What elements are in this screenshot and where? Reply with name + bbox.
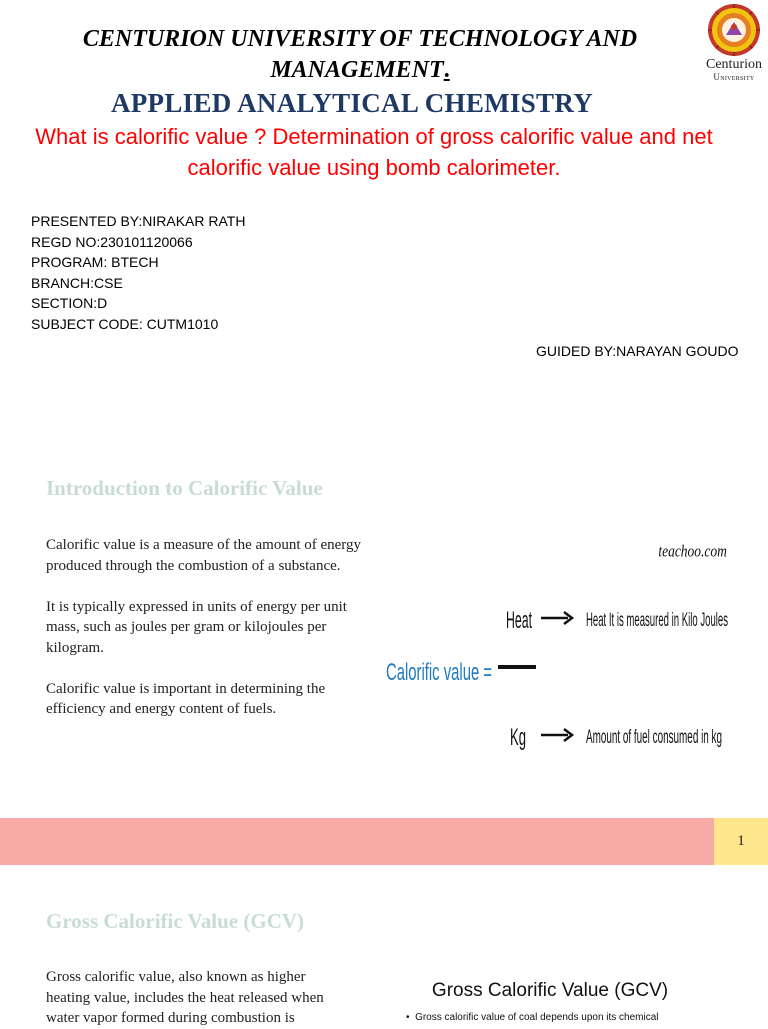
denominator-note: Amount of fuel consumed in kg [586,727,722,748]
presenter-details [31,211,245,334]
intro-paragraph-1: Calorific value is a measure of the amount of energy produced through the combustion of a substance. [46,537,362,574]
gcv-slide-title: Gross Calorific Value (GCV) [46,909,305,933]
gcv-figure-title: Gross Calorific Value (GCV) [431,980,669,1001]
gcv-line-1: Gross calorific value, also known as higher [46,969,306,985]
section: SECTION:D [31,295,108,311]
gcv-figure-bullet-text: Gross calorific value of coal depends upon its chemical [415,1012,659,1023]
university-title-text: CENTURION UNIVERSITY OF TECHNOLOGY AND MANAGEMENT [82,26,638,83]
arrow-right-icon [541,612,572,624]
university-title [40,24,680,86]
university-seal-icon [700,2,768,58]
presented-by: PRESENTED BY:NIRAKAR RATH [31,213,246,229]
gcv-figure-bullet: • Gross calorific value of coal depends upon its chemical [406,1012,659,1023]
intro-paragraph-2: It is typically expressed in units of energy per unit mass, such as joules per gram or kilojoules per kilogram. [46,598,347,656]
logo-text-line1: Centurion [706,57,762,72]
program: PROGRAM: BTECH [31,254,159,270]
calorific-formula-figure [384,528,762,790]
guided-by: GUIDED BY:NARAYAN GOUDO [536,343,739,359]
numerator-heat: Heat [506,607,533,634]
fraction-bar [498,665,536,669]
numerator-note: Heat It is measured in Kilo Joules [586,610,728,631]
course-title: APPLIED ANALYTICAL CHEMISTRY [110,88,594,118]
arrow-right-icon [541,729,572,741]
watermark-text: teachoo.com [658,543,727,561]
university-title-period: . [443,57,450,83]
formula-lhs: Calorific value = [386,659,492,686]
gcv-figure [400,960,700,1024]
university-logo [700,2,768,84]
page-number: 1 [714,818,768,865]
logo-text-line2: University [713,72,755,82]
gcv-line-2: heating value, includes the heat released when [46,989,324,1006]
gcv-line-3: water vapor formed during combustion is [46,1010,295,1026]
intro-paragraph-3: Calorific value is important in determining the efficiency and energy content of fuels. [46,680,326,717]
formula-diagram [384,528,762,790]
regd-no: REGD NO:230101120066 [31,233,193,250]
subject-code: SUBJECT CODE: CUTM1010 [31,315,219,332]
slide-footer-band [0,818,714,865]
intro-body [46,535,376,740]
denominator-kg: Kg [510,724,526,751]
intro-slide-title: Introduction to Calorific Value [46,476,323,500]
branch: BRANCH:CSE [31,274,123,291]
topic-title: What is calorific value ? Determination of gross calorific value and net calorific value using bomb calorimeter. [35,124,713,180]
gcv-body [46,967,376,1029]
